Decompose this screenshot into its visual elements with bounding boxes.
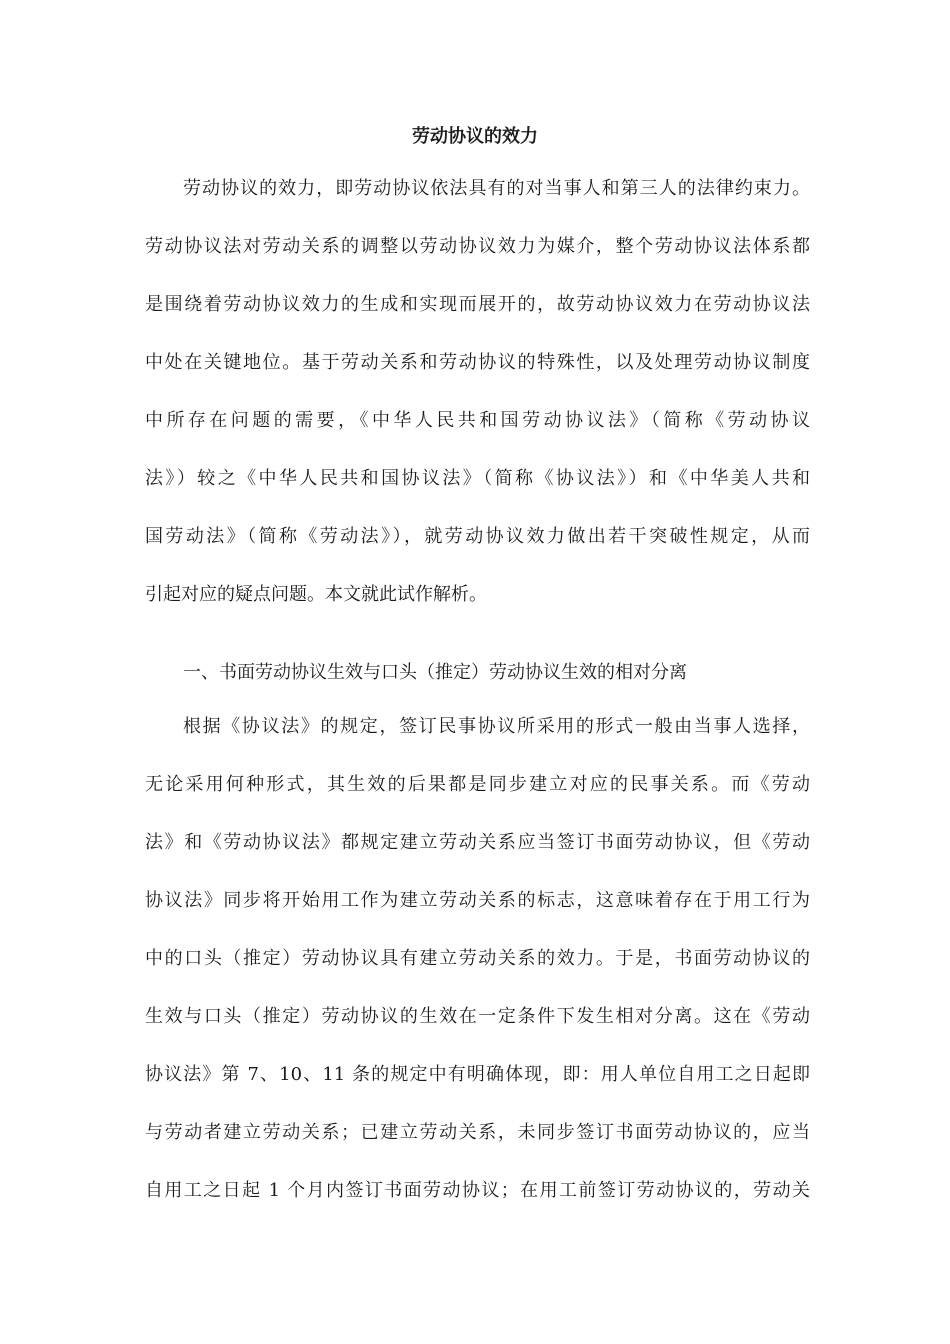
paragraph-line: 自用工之日起 1 个月内签订书面劳动协议；在用工前签订劳动协议的，劳动关	[145, 1180, 810, 1201]
paragraph-line: 劳动协议的效力，即劳动协议依法具有的对当事人和第三人的法律约束力。	[183, 178, 810, 199]
paragraph-line: 协议法》同步将开始用工作为建立劳动关系的标志，这意味着存在于用工行为	[145, 890, 810, 911]
paragraph-line: 中所存在问题的需要，《中华人民共和国劳动协议法》（简称《劳动协议	[145, 410, 810, 431]
paragraph-line: 法》和《劳动协议法》都规定建立劳动关系应当签订书面劳动协议，但《劳动	[145, 832, 810, 853]
paragraph-line: 国劳动法》（简称《劳动法》），就劳动协议效力做出若干突破性规定，从而	[145, 526, 810, 547]
paragraph-line: 引起对应的疑点问题。本文就此试作解析。	[145, 584, 487, 605]
paragraph-line: 无论采用何种形式，其生效的后果都是同步建立对应的民事关系。而《劳动	[145, 774, 810, 795]
paragraph-line: 中处在关键地位。基于劳动关系和劳动协议的特殊性，以及处理劳动协议制度	[145, 352, 810, 373]
paragraph-line: 协议法》第 7、10、11 条的规定中有明确体现，即：用人单位自用工之日起即	[145, 1064, 810, 1085]
paragraph-line: 根据《协议法》的规定，签订民事协议所采用的形式一般由当事人选择，	[183, 716, 810, 737]
paragraph-line: 生效与口头（推定）劳动协议的生效在一定条件下发生相对分离。这在《劳动	[145, 1006, 810, 1027]
section-heading: 一、书面劳动协议生效与口头（推定）劳动协议生效的相对分离	[183, 662, 687, 683]
paragraph-line: 劳动协议法对劳动关系的调整以劳动协议效力为媒介，整个劳动协议法体系都	[145, 236, 810, 257]
paragraph-line: 法》）较之《中华人民共和国协议法》（简称《协议法》）和《中华美人共和	[145, 468, 810, 489]
paragraph-line: 与劳动者建立劳动关系；已建立劳动关系，未同步签订书面劳动协议的，应当	[145, 1122, 810, 1143]
paragraph-line: 是围绕着劳动协议效力的生成和实现而展开的，故劳动协议效力在劳动协议法	[145, 294, 810, 315]
document-title: 劳动协议的效力	[412, 126, 538, 147]
paragraph-line: 中的口头（推定）劳动协议具有建立劳动关系的效力。于是，书面劳动协议的	[145, 948, 810, 969]
